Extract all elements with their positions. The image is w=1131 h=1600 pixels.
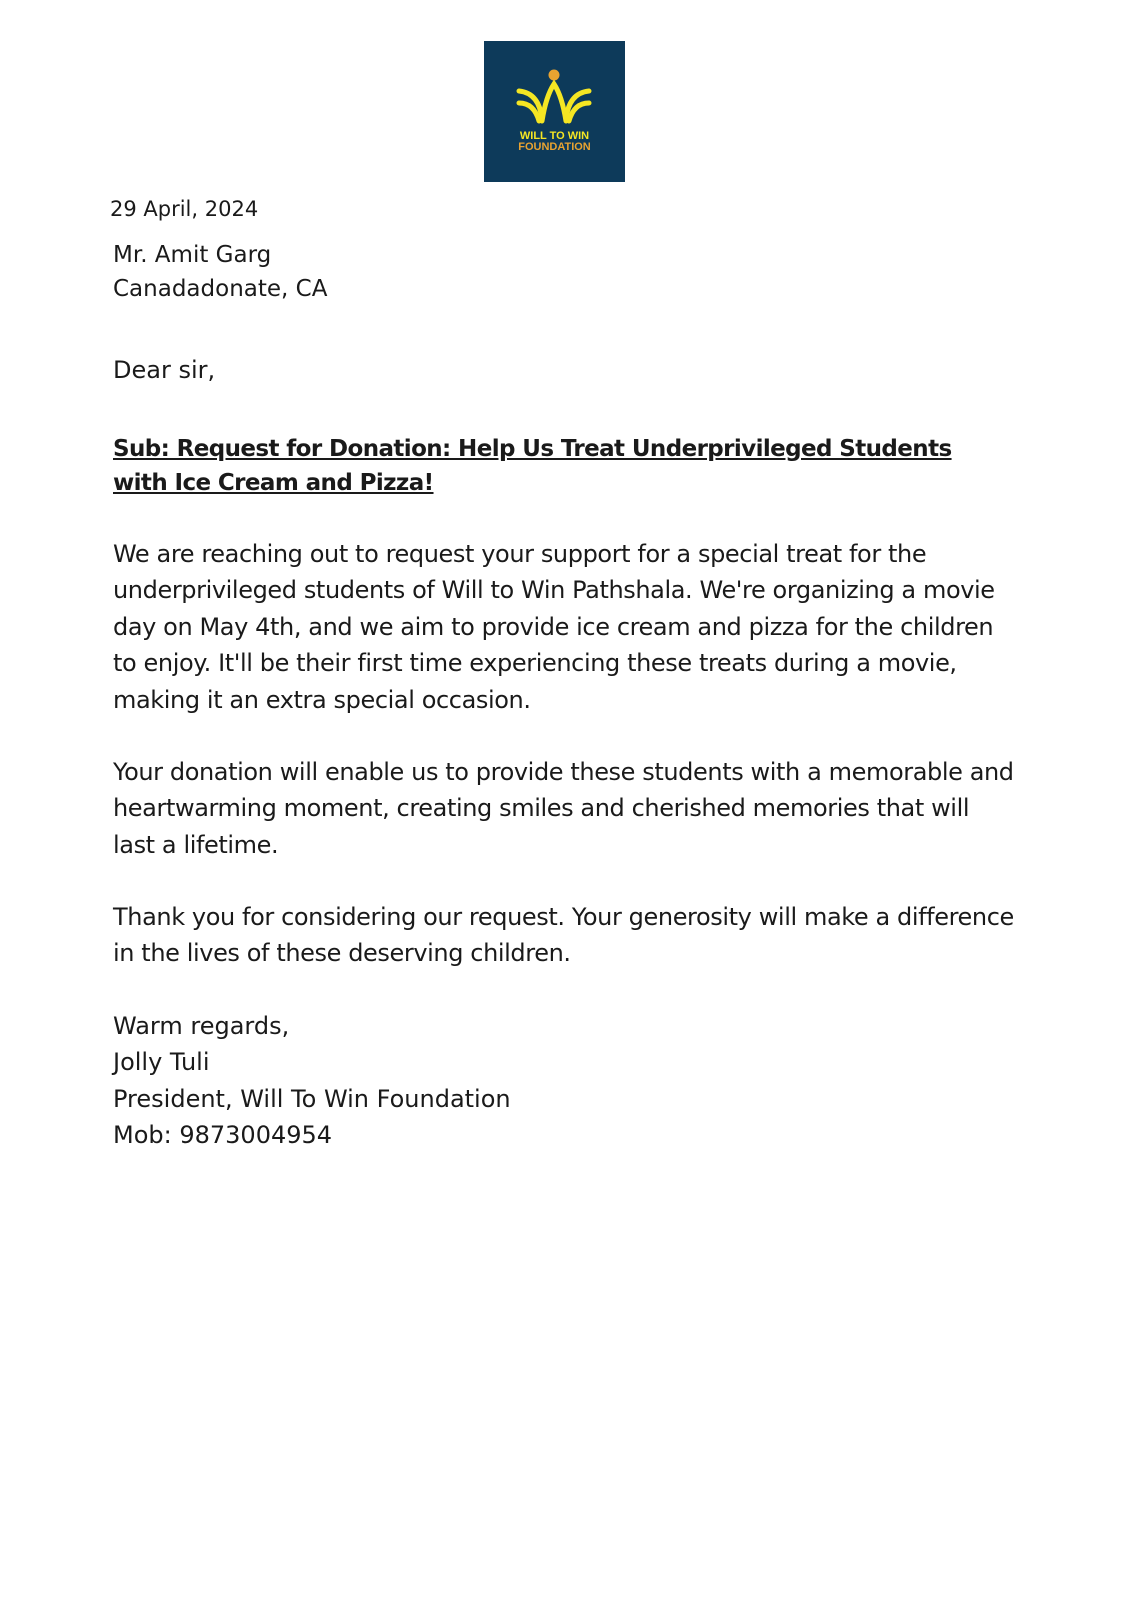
- body-paragraph: We are reaching out to request your support for a special treat for the underprivileged students of Will to Win Pathshala. We're organizing a movie day on May 4th, and we aim to provide ice cream and pizza for the children to enjoy. It'll be their first time experiencing these treats during a movie, making it an extra special occasion.: [113, 540, 995, 714]
- salutation: Dear sir,: [113, 356, 216, 384]
- body-paragraph: Thank you for considering our request. Your generosity will make a difference in the lives of these deserving children.: [113, 903, 1014, 968]
- recipient-organization: Canadadonate, CA: [113, 276, 328, 302]
- foundation-logo: [484, 41, 625, 182]
- logo-text-line2: FOUNDATION: [518, 141, 591, 153]
- logo-text-line1: WILL TO WIN: [519, 130, 590, 142]
- subject-line: Sub: Request for Donation: Help Us Treat Underprivileged Students with Ice Cream and Pizza!: [113, 436, 952, 496]
- crown-emblem-icon: [484, 41, 625, 182]
- recipient-address: [113, 238, 327, 306]
- signer-title: President, Will To Win Foundation: [113, 1084, 511, 1113]
- signer-name: Jolly Tuli: [113, 1048, 210, 1077]
- letter-date: 29 April, 2024: [110, 197, 259, 221]
- body-paragraph: Your donation will enable us to provide these students with a memorable and heartwarming moment, creating smiles and cherished memories that will last a lifetime.: [113, 758, 1014, 859]
- signer-phone: Mob: 9873004954: [113, 1121, 333, 1150]
- signature-block: [113, 1008, 511, 1154]
- closing: Warm regards,: [113, 1012, 290, 1040]
- recipient-name: Mr. Amit Garg: [113, 242, 272, 268]
